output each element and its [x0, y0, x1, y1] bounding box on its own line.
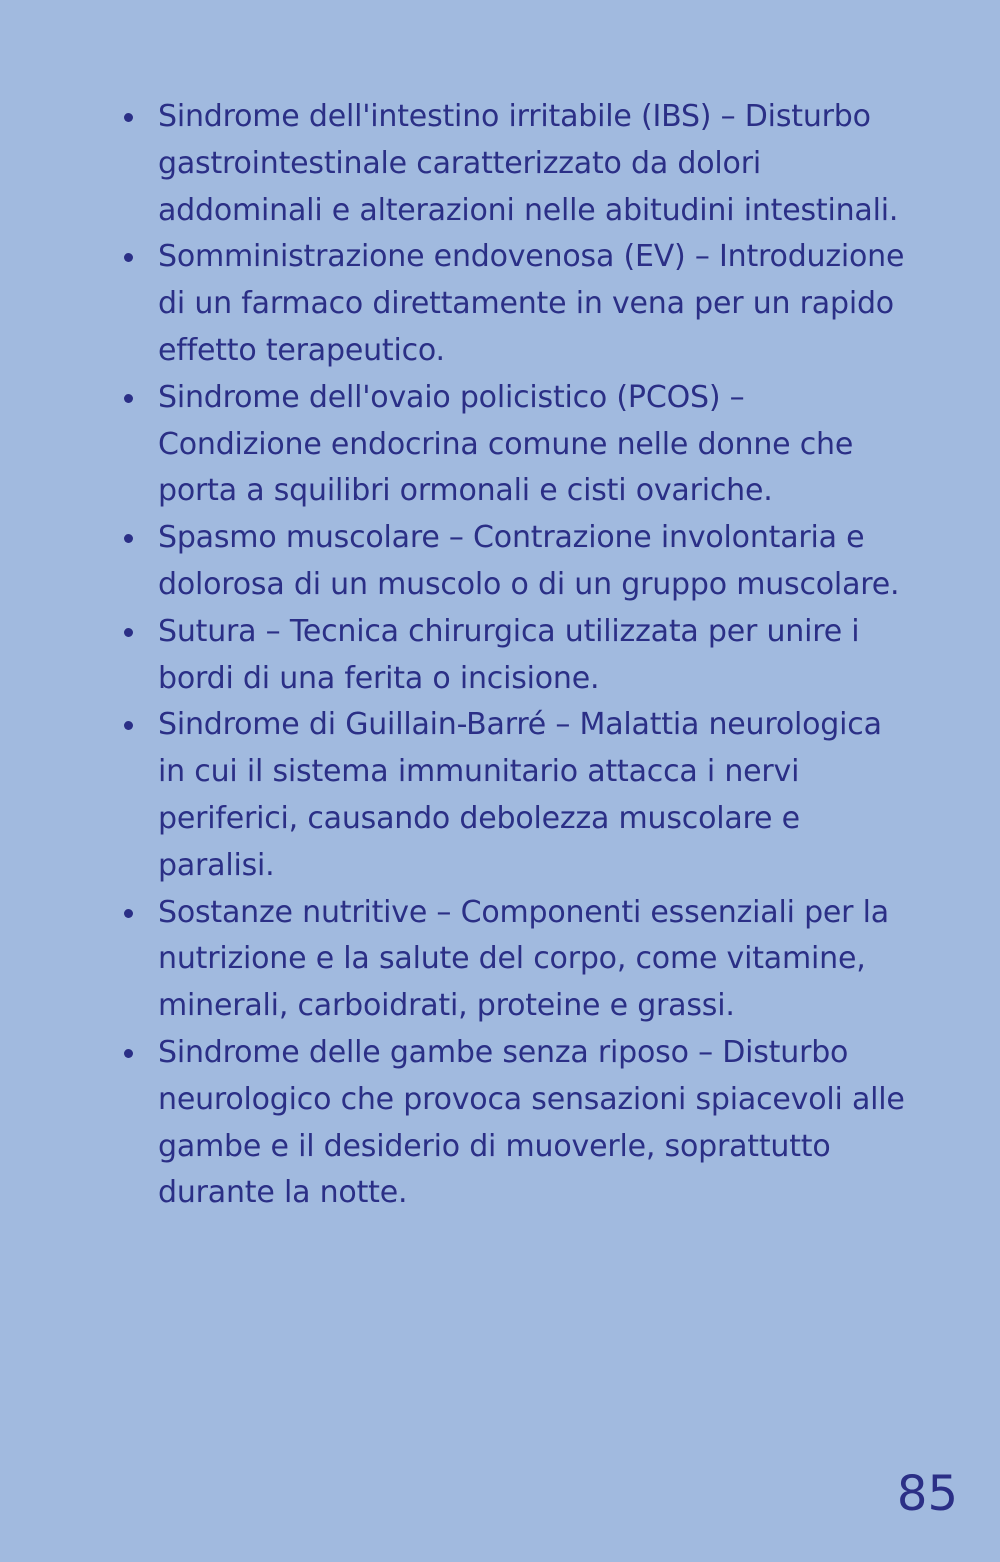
list-item	[158, 375, 908, 515]
bullet-icon	[124, 253, 133, 262]
page-number: 85	[896, 1466, 958, 1522]
bullet-icon	[124, 394, 133, 403]
list-item-text: Spasmo muscolare – Contrazione involontaria e dolorosa di un muscolo o di un gruppo muscolare.	[158, 520, 900, 602]
glossary-list	[158, 94, 908, 1217]
bullet-icon	[124, 909, 133, 918]
bullet-icon	[124, 534, 133, 543]
bullet-icon	[124, 1049, 133, 1058]
list-item	[158, 94, 908, 234]
list-item-text: Sindrome dell'intestino irritabile (IBS) – Disturbo gastrointestinale caratterizzato da dolori addominali e alterazioni nelle abitudini intestinali.	[158, 99, 899, 228]
list-item	[158, 1030, 908, 1217]
list-item-text: Somministrazione endovenosa (EV) – Introduzione di un farmaco direttamente in vena per un rapido effetto terapeutico.	[158, 239, 905, 368]
list-item-text: Sutura – Tecnica chirurgica utilizzata per unire i bordi di una ferita o incisione.	[158, 613, 860, 696]
list-item	[158, 609, 908, 703]
list-item	[158, 234, 908, 374]
list-item-text: Sindrome delle gambe senza riposo – Disturbo neurologico che provoca sensazioni spiacevoli alle gambe e il desiderio di muoverle, soprattutto durante la notte.	[158, 1034, 905, 1211]
list-item-text: Sindrome di Guillain-Barré – Malattia neurologica in cui il sistema immunitario attacca i nervi periferici, causando debolezza muscolare e paralisi.	[158, 707, 882, 883]
list-item	[158, 515, 908, 609]
list-item-text: Sostanze nutritive – Componenti essenziali per la nutrizione e la salute del corpo, come vitamine, minerali, carboidrati, proteine e grassi.	[158, 894, 889, 1024]
bullet-icon	[124, 628, 133, 637]
list-item	[158, 702, 908, 889]
list-item	[158, 890, 908, 1030]
bullet-icon	[124, 113, 133, 122]
bullet-icon	[124, 721, 133, 730]
list-item-text: Sindrome dell'ovaio policistico (PCOS) – Condizione endocrina comune nelle donne che porta a squilibri ormonali e cisti ovariche.	[158, 379, 854, 509]
